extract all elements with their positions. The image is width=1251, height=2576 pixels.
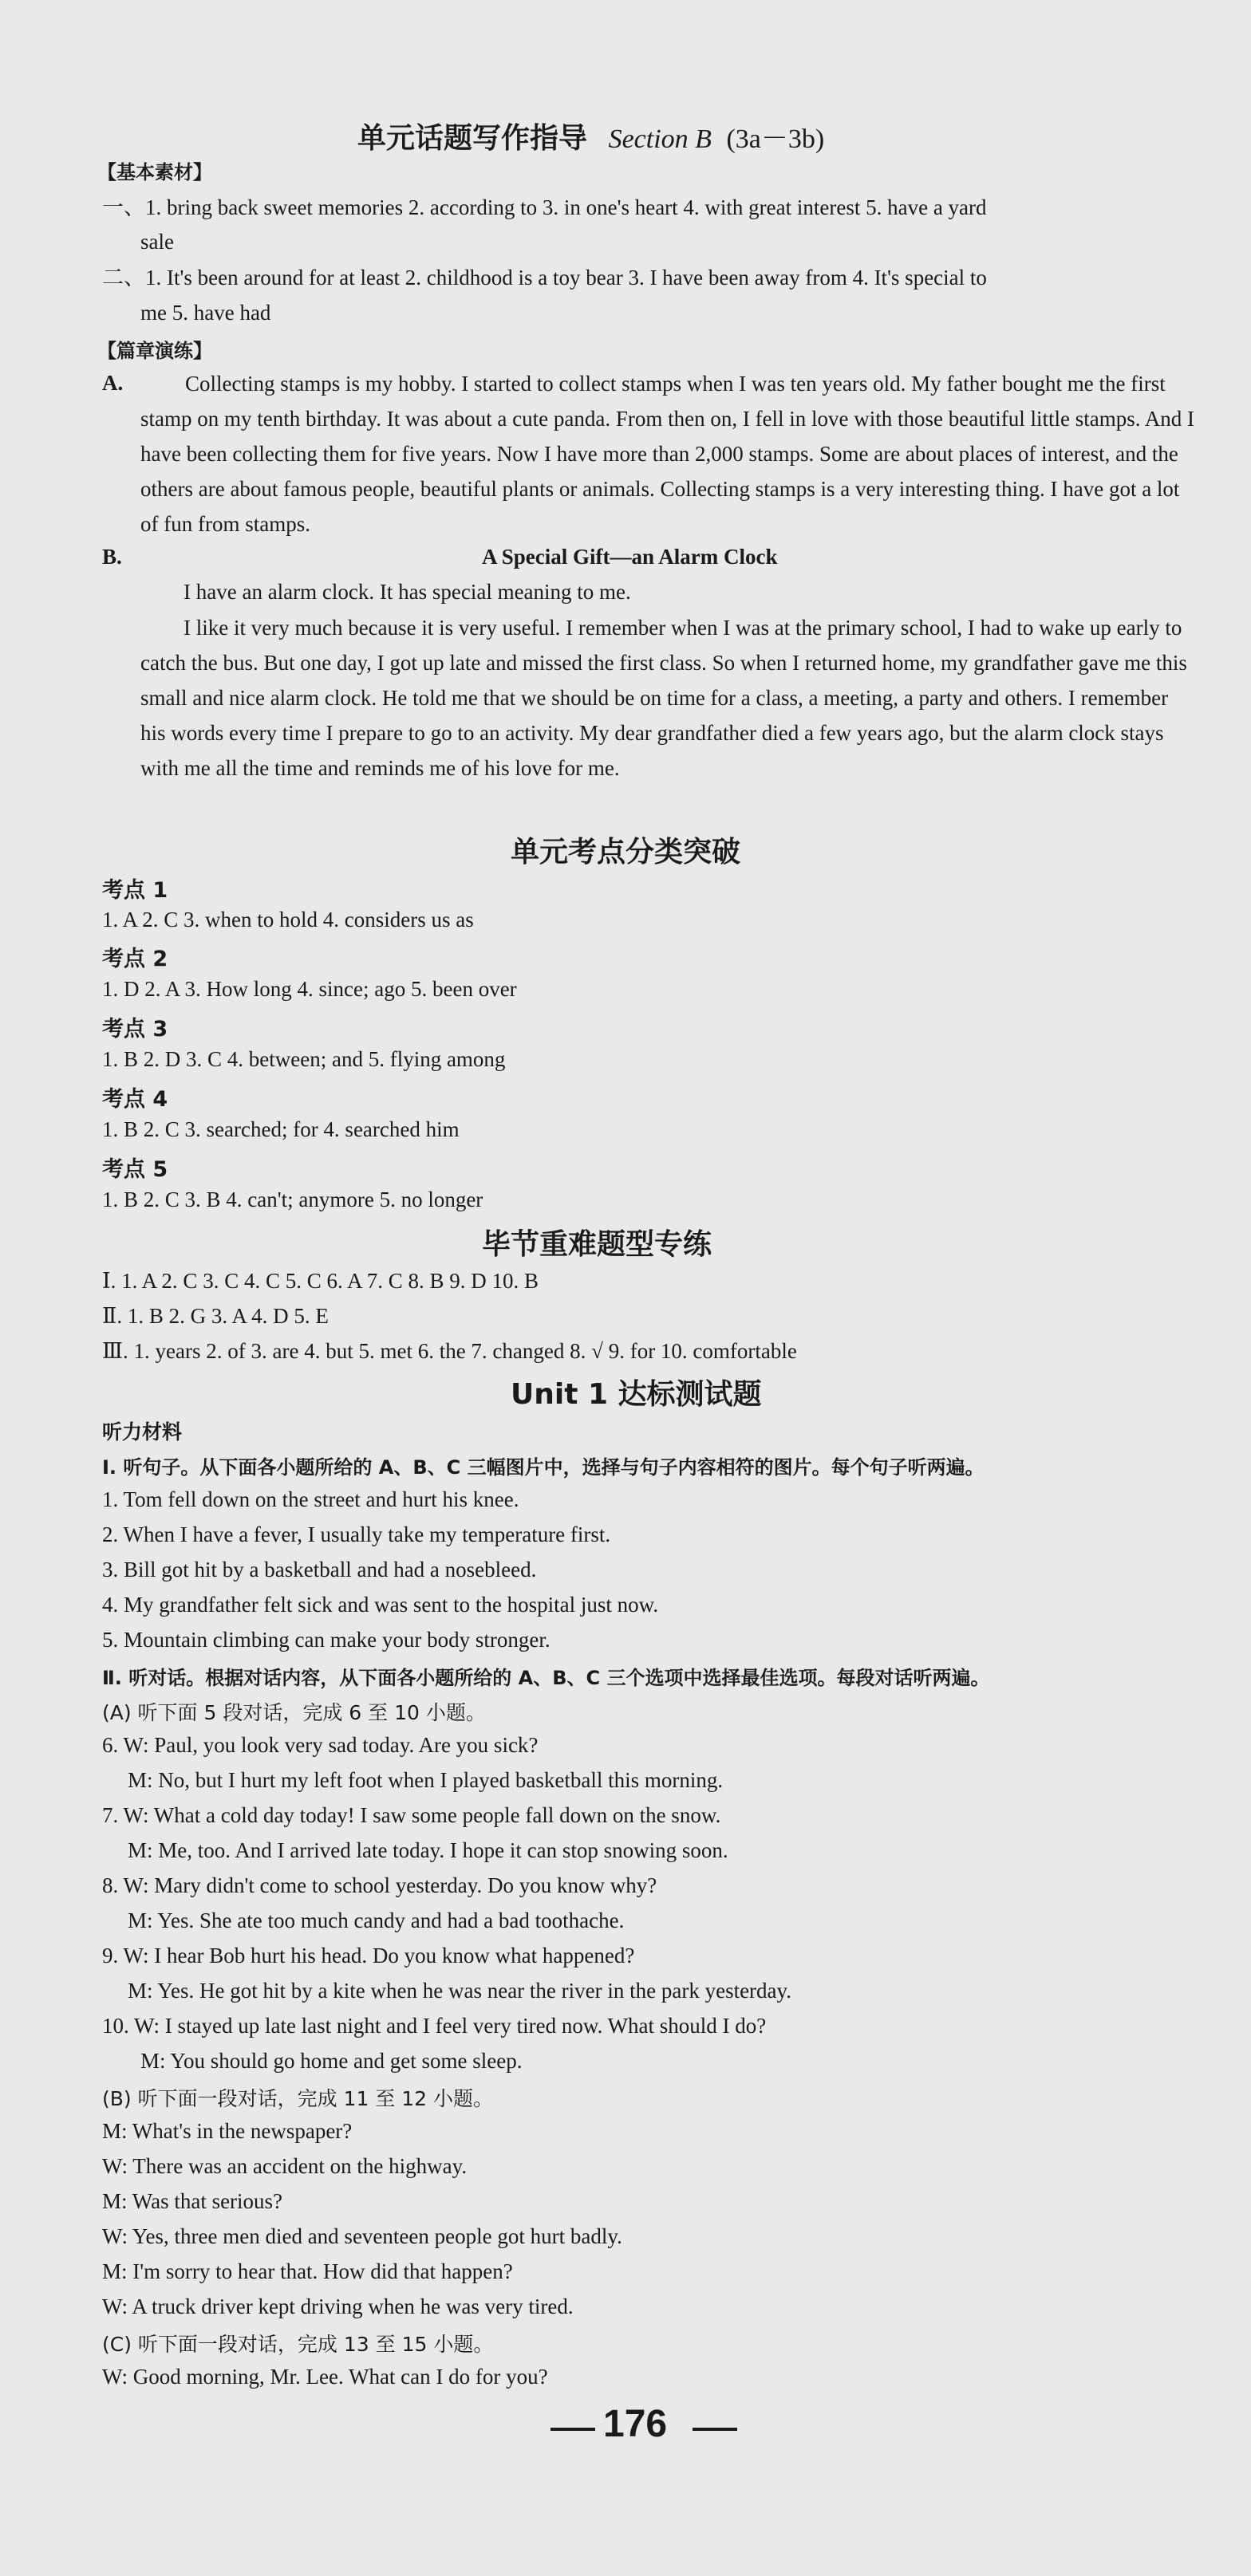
- dialogue-9-m: M: Yes. He got hit by a kite when he was near the river in the park yesterday.: [128, 1979, 792, 2003]
- section-b-instruction: (B) 听下面一段对话，完成 11 至 12 小题。: [102, 2087, 494, 2110]
- dialogue-10-m: M: You should go home and get some sleep.: [140, 2049, 523, 2073]
- sentence-1: 1. Tom fell down on the street and hurt his knee.: [102, 1487, 519, 1511]
- sentence-2: 2. When I have a fever, I usually take my temperature first.: [102, 1522, 611, 1546]
- passage-b-title: A Special Gift—an Alarm Clock: [482, 545, 778, 569]
- page-number-dash-left: [551, 2428, 595, 2431]
- basic-material-line-2b: me 5. have had: [140, 301, 271, 325]
- conversation-b-line-3: M: Was that serious?: [102, 2189, 283, 2213]
- basic-material-line-1b: sale: [140, 230, 174, 254]
- page-number: 176: [603, 2403, 668, 2445]
- exam-point-2-label: 考点 2: [102, 947, 168, 971]
- dialogue-7-m: M: Me, too. And I arrived late today. I hope it can stop snowing soon.: [128, 1838, 728, 1862]
- dialogue-7-w: 7. W: What a cold day today! I saw some people fall down on the snow.: [102, 1803, 721, 1827]
- conversation-b-line-4: W: Yes, three men died and seventeen people got hurt badly.: [102, 2224, 622, 2248]
- passage-a-label: A.: [102, 371, 124, 395]
- dialogue-8-m: M: Yes. She ate too much candy and had a bad toothache.: [128, 1908, 625, 1932]
- conversation-b-line-5: M: I'm sorry to hear that. How did that happen?: [102, 2259, 513, 2283]
- bijie-row-2: Ⅱ. 1. B 2. G 3. A 4. D 5. E: [102, 1304, 329, 1328]
- dialogue-6-m: M: No, but I hurt my left foot when I played basketball this morning.: [128, 1768, 724, 1792]
- exam-point-2-answers: 1. D 2. A 3. How long 4. since; ago 5. been over: [102, 977, 517, 1001]
- writing-guide-title-cn: 单元话题写作指导: [357, 122, 588, 155]
- exam-point-5-answers: 1. B 2. C 3. B 4. can't; anymore 5. no longer: [102, 1188, 483, 1211]
- sentence-4: 4. My grandfather felt sick and was sent to the hospital just now.: [102, 1593, 659, 1617]
- listening-material-label: 听力材料: [102, 1420, 183, 1444]
- dialogue-9-w: 9. W: I hear Bob hurt his head. Do you know what happened?: [102, 1944, 635, 1967]
- page-number-dash-right: [693, 2428, 737, 2431]
- passage-practice-tag: 【篇章演练】: [97, 340, 212, 362]
- conversation-b-line-2: W: There was an accident on the highway.: [102, 2154, 468, 2178]
- passage-b-para-2: I like it very much because it is very useful. I remember when I was at the primary school, I had to wake up early to catch the bus. But one day, I got up late and missed the first class. So when I returned home, my grandfather gave me this small and nice alarm clock. He told me that we should be on time for a class, a meeting, a party and others. I remember his words every time I prepare to go to an activity. My dear grandfather died a few years ago, but the alarm clock stays with me all the time and reminds me of his love for me.: [140, 616, 1187, 780]
- exam-point-1-answers: 1. A 2. C 3. when to hold 4. considers us as: [102, 908, 474, 932]
- exam-point-5-label: 考点 5: [102, 1157, 168, 1182]
- unit-test-title: Unit 1 达标测试题: [511, 1378, 762, 1411]
- basic-material-tag: 【基本素材】: [97, 161, 212, 183]
- writing-guide-subtitle: Section B: [608, 124, 712, 154]
- passage-a-text: Collecting stamps is my hobby. I started to collect stamps when I was ten years old. My father bought me the first stamp on my tenth birthday. It was about a cute panda. From then on, I fell in love with those beautiful little stamps. And I have been collecting them for five years. Now I have more than 2,000 stamps. Some are about places of interest, and the others are about famous people, beautiful plants or animals. Collecting stamps is a very interesting thing. I have got a lot of fun from stamps.: [140, 372, 1194, 536]
- exam-points-title: 单元考点分类突破: [511, 836, 741, 869]
- section-a-instruction: (A) 听下面 5 段对话，完成 6 至 10 小题。: [102, 1701, 486, 1724]
- passage-b-label: B.: [102, 545, 122, 569]
- basic-material-line-2a: 二、1. It's been around for at least 2. childhood is a toy bear 3. I have been away from 4. It's special to: [102, 266, 987, 290]
- bijie-row-1: Ⅰ. 1. A 2. C 3. C 4. C 5. C 6. A 7. C 8. B 9. D 10. B: [102, 1269, 539, 1293]
- exam-point-4-label: 考点 4: [102, 1087, 168, 1112]
- passage-b-para-1: I have an alarm clock. It has special meaning to me.: [184, 580, 631, 604]
- conversation-c-line-1: W: Good morning, Mr. Lee. What can I do for you?: [102, 2365, 548, 2389]
- sentence-3: 3. Bill got hit by a basketball and had a nosebleed.: [102, 1558, 537, 1581]
- part-2-instruction: Ⅱ. 听对话。根据对话内容，从下面各小题所给的 A、B、C 三个选项中选择最佳选项。每段对话听两遍。: [102, 1667, 990, 1689]
- basic-material-line-1a: 一、1. bring back sweet memories 2. according to 3. in one's heart 4. with great interest 5. have a yard: [102, 195, 987, 219]
- conversation-b-line-1: M: What's in the newspaper?: [102, 2119, 353, 2143]
- writing-guide-title: [357, 116, 824, 156]
- dialogue-6-w: 6. W: Paul, you look very sad today. Are you sick?: [102, 1733, 539, 1757]
- dialogue-8-w: 8. W: Mary didn't come to school yesterday. Do you know why?: [102, 1873, 657, 1897]
- sentence-5: 5. Mountain climbing can make your body stronger.: [102, 1628, 551, 1652]
- exam-point-3-answers: 1. B 2. D 3. C 4. between; and 5. flying among: [102, 1047, 506, 1071]
- bijie-practice-title: 毕节重难题型专练: [482, 1228, 712, 1261]
- writing-guide-range: (3a－3b): [726, 124, 825, 154]
- bijie-row-3: Ⅲ. 1. years 2. of 3. are 4. but 5. met 6. the 7. changed 8. √ 9. for 10. comfortable: [102, 1339, 797, 1363]
- section-c-instruction: (C) 听下面一段对话，完成 13 至 15 小题。: [102, 2333, 494, 2356]
- exam-point-4-answers: 1. B 2. C 3. searched; for 4. searched him: [102, 1117, 460, 1141]
- part-1-instruction: Ⅰ. 听句子。从下面各小题所给的 A、B、C 三幅图片中，选择与句子内容相符的图片。每个句子听两遍。: [102, 1456, 985, 1479]
- exam-point-1-label: 考点 1: [102, 878, 168, 903]
- exam-point-3-label: 考点 3: [102, 1017, 168, 1042]
- conversation-b-line-6: W: A truck driver kept driving when he was very tired.: [102, 2294, 574, 2318]
- dialogue-10-w: 10. W: I stayed up late last night and I feel very tired now. What should I do?: [102, 2014, 767, 2038]
